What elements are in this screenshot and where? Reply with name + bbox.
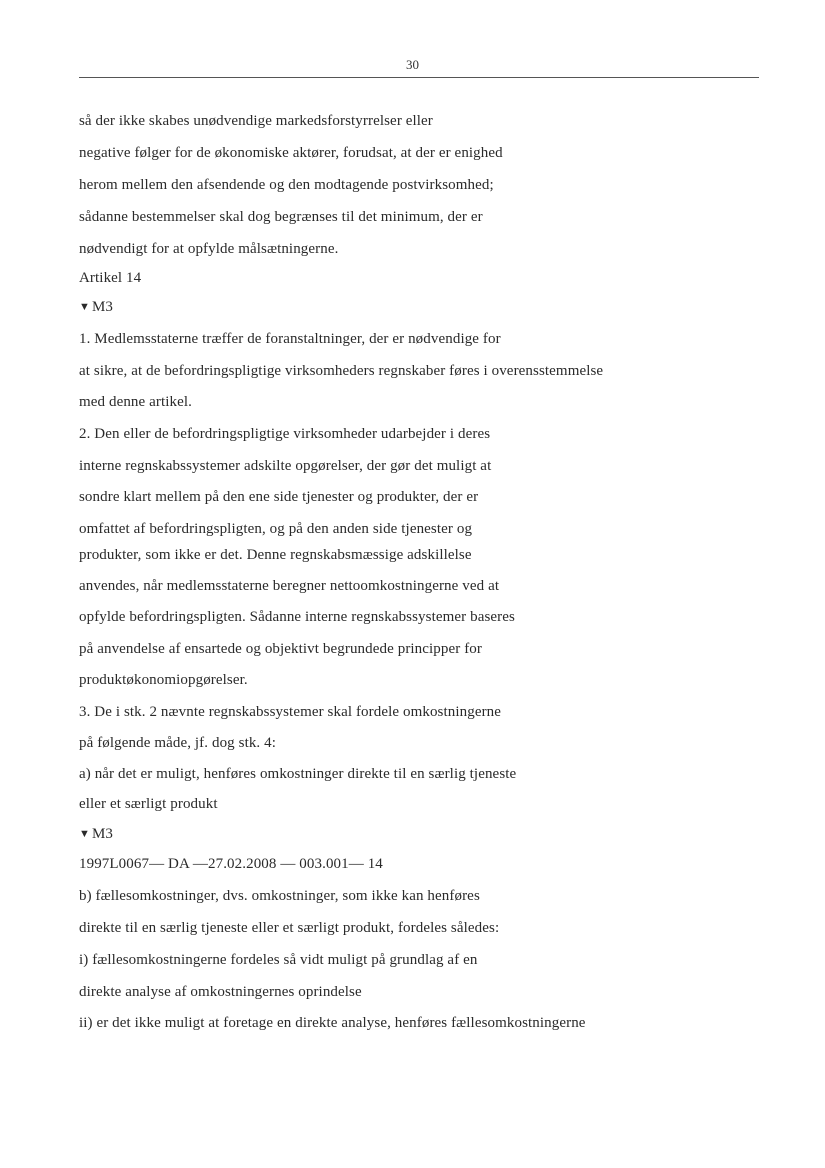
- article-heading: Artikel 14: [79, 270, 142, 286]
- text-line: anvendes, når medlemsstaterne beregner nettoomkostningerne ved at: [79, 578, 500, 594]
- triangle-down-icon: ▼: [79, 301, 90, 313]
- text-line: 2. Den eller de befordringspligtige virksomheder udarbejder i deres: [79, 426, 491, 442]
- text-line: på anvendelse af ensartede og objektivt begrundede principper for: [79, 641, 483, 657]
- text-line: opfylde befordringspligten. Sådanne interne regnskabssystemer baseres: [79, 609, 515, 625]
- amendment-marker-label: M3: [92, 299, 114, 315]
- text-line: 1. Medlemsstaterne træffer de foranstaltninger, der er nødvendige for: [79, 331, 501, 347]
- text-line: eller et særligt produkt: [79, 796, 218, 812]
- document-reference: 1997L0067— DA —27.02.2008 — 003.001— 14: [79, 856, 383, 872]
- text-line: ii) er det ikke muligt at foretage en direkte analyse, henføres fællesomkostningerne: [79, 1015, 586, 1031]
- text-line: med denne artikel.: [79, 394, 193, 410]
- text-line: direkte til en særlig tjeneste eller et særligt produkt, fordeles således:: [79, 920, 500, 936]
- text-line: nødvendigt for at opfylde målsætningerne.: [79, 241, 339, 257]
- header-rule: [79, 77, 759, 78]
- amendment-marker: [79, 825, 113, 843]
- text-line: omfattet af befordringspligten, og på den anden side tjenester og: [79, 521, 473, 537]
- text-line: direkte analyse af omkostningernes oprindelse: [79, 984, 362, 1000]
- page-number: 30: [406, 57, 419, 72]
- text-line: i) fællesomkostningerne fordeles så vidt muligt på grundlag af en: [79, 952, 478, 968]
- text-line: 3. De i stk. 2 nævnte regnskabssystemer skal fordele omkostningerne: [79, 704, 502, 720]
- text-line: herom mellem den afsendende og den modtagende postvirksomhed;: [79, 177, 494, 193]
- text-line: sådanne bestemmelser skal dog begrænses til det minimum, der er: [79, 209, 483, 225]
- amendment-marker: [79, 298, 113, 316]
- text-line: så der ikke skabes unødvendige markedsforstyrrelser eller: [79, 113, 433, 129]
- text-line: på følgende måde, jf. dog stk. 4:: [79, 735, 277, 751]
- text-line: interne regnskabssystemer adskilte opgørelser, der gør det muligt at: [79, 458, 492, 474]
- text-line: sondre klart mellem på den ene side tjenester og produkter, der er: [79, 489, 479, 505]
- text-line: b) fællesomkostninger, dvs. omkostninger, som ikke kan henføres: [79, 888, 480, 904]
- text-line: a) når det er muligt, henføres omkostninger direkte til en særlig tjeneste: [79, 766, 517, 782]
- text-line: negative følger for de økonomiske aktører, forudsat, at der er enighed: [79, 145, 503, 161]
- text-line: produkter, som ikke er det. Denne regnskabsmæssige adskillelse: [79, 547, 472, 563]
- text-line: at sikre, at de befordringspligtige virksomheders regnskaber føres i overensstemmelse: [79, 363, 604, 379]
- text-line: produktøkonomiopgørelser.: [79, 672, 248, 688]
- amendment-marker-label: M3: [92, 826, 114, 842]
- triangle-down-icon: ▼: [79, 828, 90, 840]
